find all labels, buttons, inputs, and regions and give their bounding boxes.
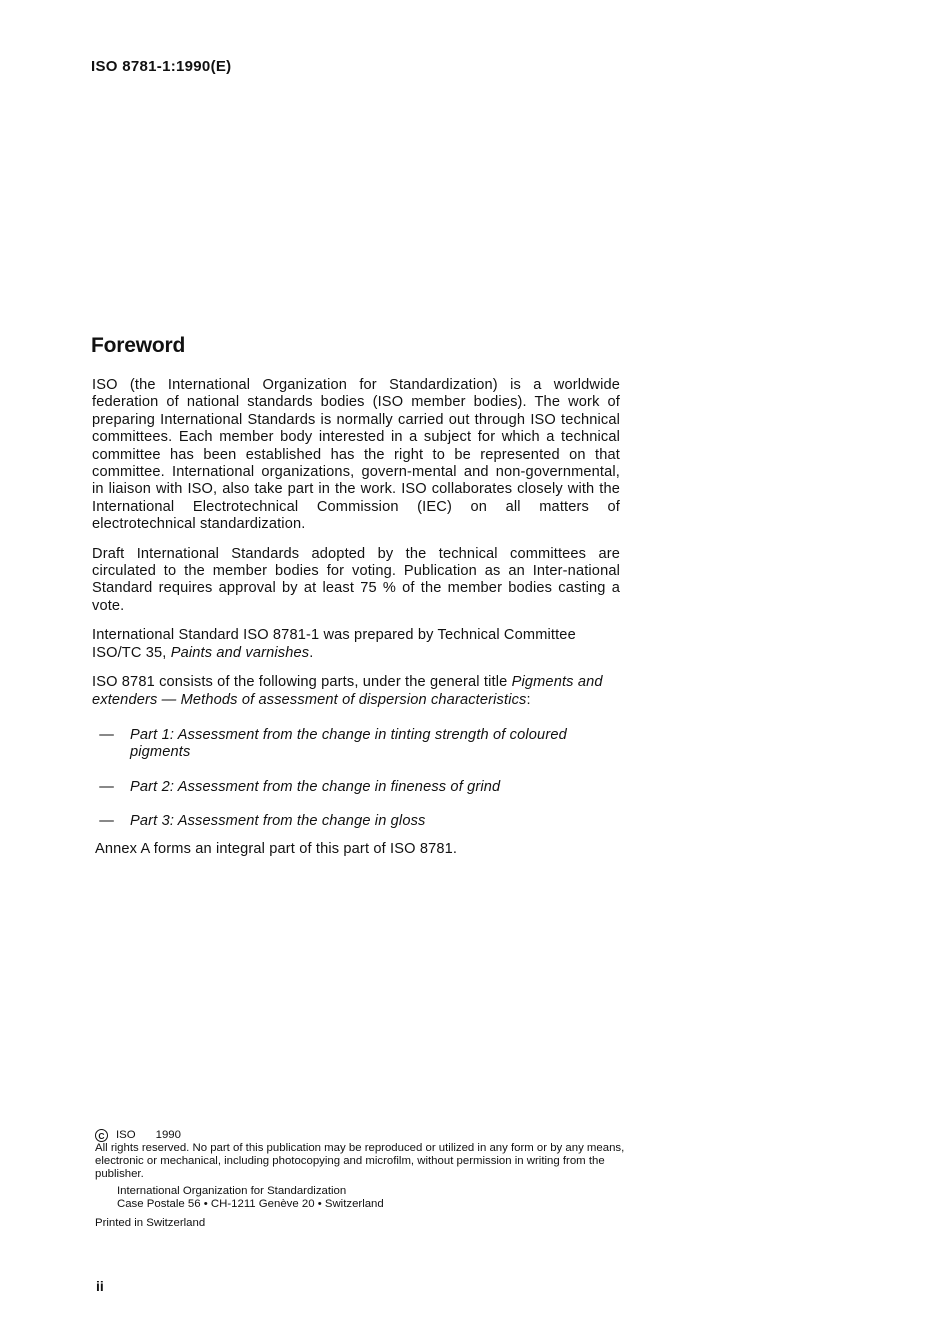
address-postal: Case Postale 56 • CH-1211 Genève 20 • Switzerland bbox=[117, 1198, 384, 1210]
part-3-title: Part 3: Assessment from the change in gloss bbox=[130, 813, 426, 830]
paragraph-parts-intro bbox=[92, 674, 620, 709]
copyright-icon: C bbox=[95, 1129, 108, 1142]
address-org: International Organization for Standardization bbox=[117, 1185, 347, 1197]
annex-note: Annex A forms an integral part of this part of ISO 8781. bbox=[95, 840, 458, 857]
list-dash: — bbox=[99, 726, 114, 743]
committee-subject: Paints and varnishes bbox=[170, 644, 310, 661]
part-2-title: Part 2: Assessment from the change in fineness of grind bbox=[130, 778, 501, 795]
list-dash: — bbox=[99, 778, 114, 795]
paragraph-prepared-by bbox=[92, 627, 620, 662]
general-title: Pigments and extenders — Methods of assessment of dispersion characteristics bbox=[92, 674, 603, 708]
copyright-org: ISO bbox=[116, 1129, 136, 1141]
section-title: Foreword bbox=[91, 334, 186, 357]
prepared-by-text: International Standard ISO 8781-1 was prepared by Technical Committee ISO/TC 35, bbox=[92, 627, 576, 661]
paragraph-iso-description: ISO (the International Organization for Standardization) is a worldwide federation of national standards bodies (ISO member bodies). The work of preparing International Standards is normally carried out through ISO technical committees. Each member body interested in a subject for which a technical committee has been established has the right to be represented on that committee. International organizations, govern-mental and non-governmental, in liaison with ISO, also take part in the work. ISO collaborates closely with the International Electrotechnical Commission (IEC) on all matters of electrotechnical standardization. bbox=[92, 377, 620, 533]
copyright-block bbox=[95, 1129, 635, 1230]
copyright-year: 1990 bbox=[155, 1129, 181, 1141]
parts-intro-end: : bbox=[526, 691, 531, 708]
prepared-by-end: . bbox=[309, 644, 314, 661]
list-item bbox=[92, 813, 620, 830]
parts-intro-text: ISO 8781 consists of the following parts, under the general title bbox=[92, 674, 512, 691]
paragraph-draft-standards: Draft International Standards adopted by the technical committees are circulated to the member bodies for voting. Publication as an Inter-national Standard requires approval by at least 75 % of the member bodies casting a vote. bbox=[92, 545, 620, 614]
foreword-body bbox=[92, 377, 620, 858]
publisher-address bbox=[95, 1185, 635, 1211]
list-item bbox=[92, 779, 620, 796]
copyright-line bbox=[95, 1129, 635, 1142]
parts-list bbox=[92, 727, 620, 831]
list-item bbox=[92, 727, 620, 762]
document-identifier: ISO 8781-1:1990(E) bbox=[91, 58, 232, 75]
printed-in: Printed in Switzerland bbox=[95, 1217, 206, 1229]
page-number: ii bbox=[96, 1278, 104, 1294]
rights-statement: All rights reserved. No part of this publication may be reproduced or utilized in any form or by any means, electronic or mechanical, including photocopying and microfilm, without permission in writing from the publisher. bbox=[95, 1142, 625, 1180]
list-dash: — bbox=[99, 813, 114, 830]
part-1-title: Part 1: Assessment from the change in tinting strength of coloured pigments bbox=[130, 726, 567, 761]
